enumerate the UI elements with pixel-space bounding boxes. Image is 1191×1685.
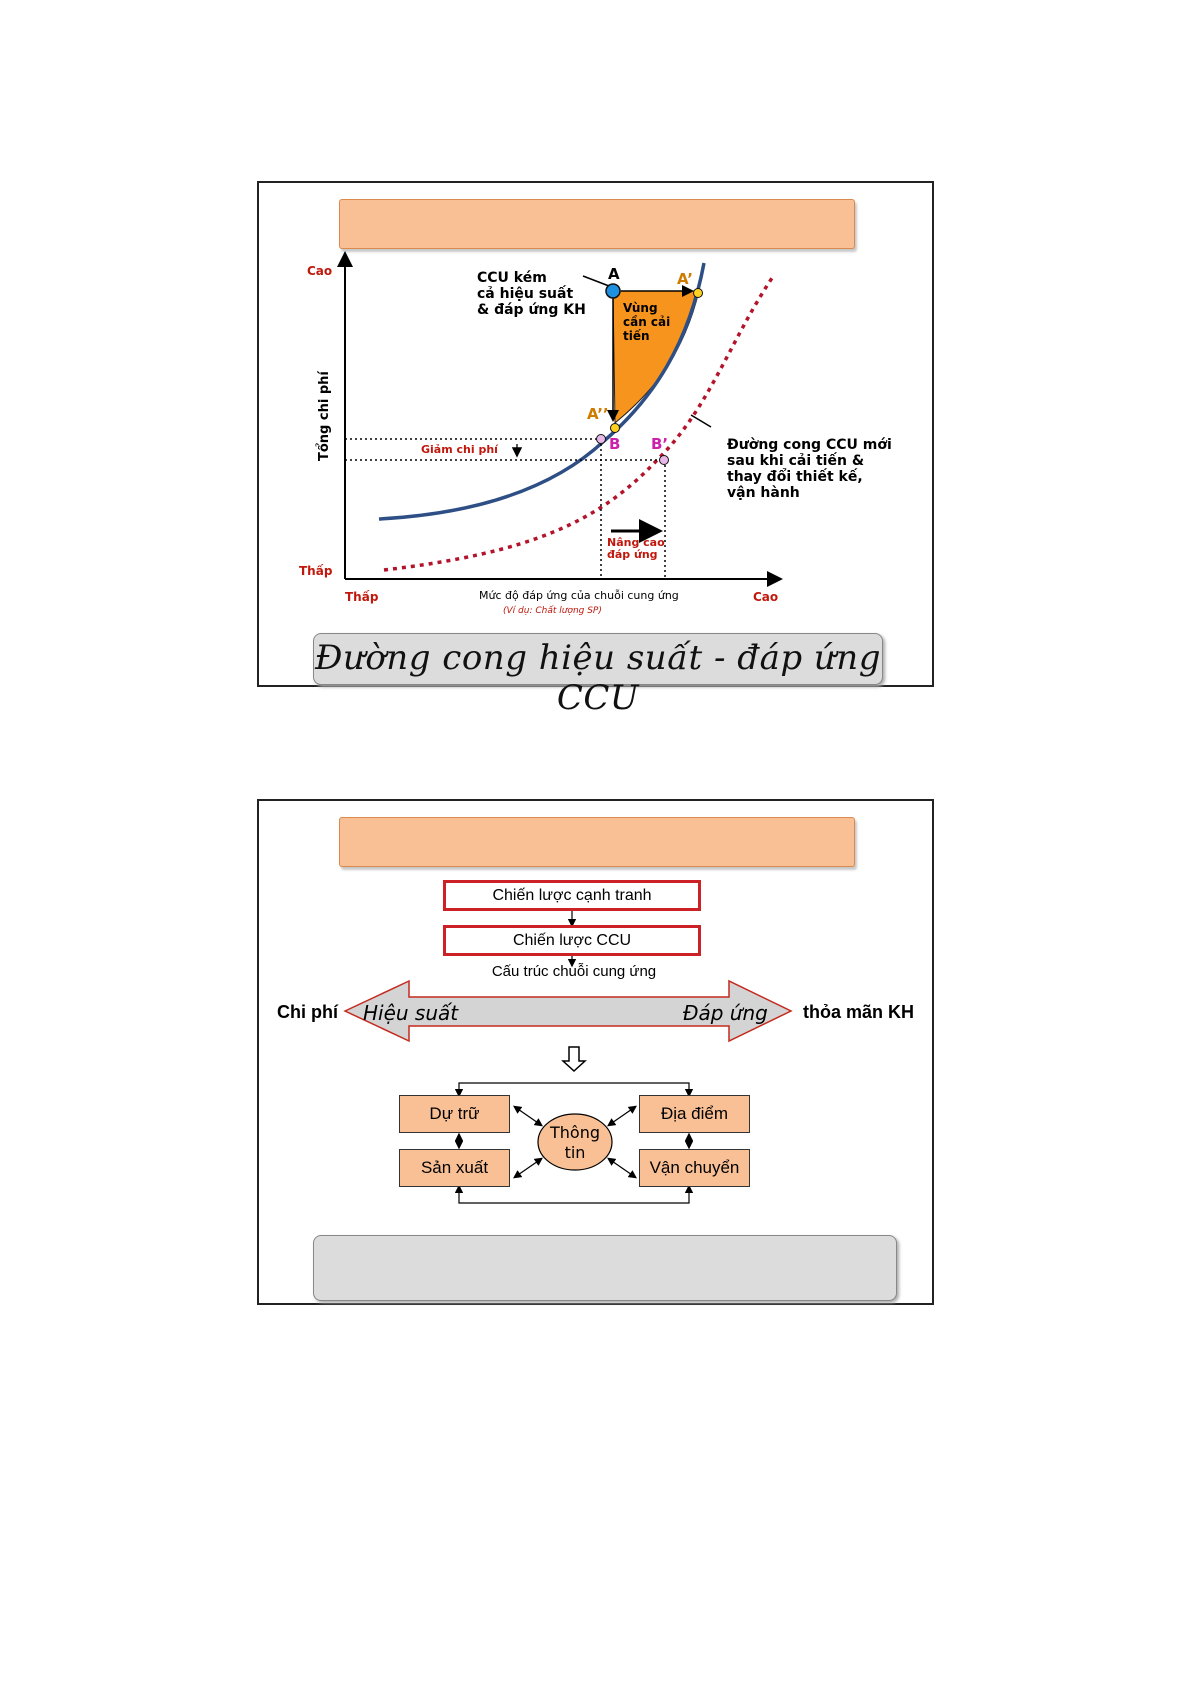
link-center-br <box>609 1159 635 1177</box>
y-tick-low: Thấp <box>299 564 333 578</box>
annotation-zone-2: cần cải <box>623 315 671 329</box>
hollow-down-arrow <box>563 1047 585 1071</box>
annotation-reduce-cost: Giảm chi phí <box>421 443 498 456</box>
label-b1: B’ <box>651 435 669 453</box>
annotation-new-curve-1: Đường cong CCU mới <box>727 437 892 453</box>
loop-top <box>459 1083 689 1095</box>
label-a: A <box>608 265 620 283</box>
point-a <box>606 284 620 298</box>
link-center-tr <box>609 1107 635 1125</box>
label-b: B <box>609 435 621 453</box>
information-label-1: Thông <box>550 1123 600 1142</box>
driver-facilities: Địa điểm <box>639 1095 750 1133</box>
link-center-tl <box>515 1107 541 1125</box>
annotation-new-curve-3: thay đổi thiết kế, <box>727 469 863 485</box>
point-b1 <box>660 456 669 465</box>
caption-bar <box>313 633 883 718</box>
y-axis-label: Tổng chi phí <box>317 371 332 461</box>
slide-efficiency-responsiveness-curve <box>257 181 934 718</box>
y-tick-high: Cao <box>307 264 333 278</box>
supply-chain-strategy-box: Chiến lược CCU <box>443 925 701 956</box>
annotation-poor-ccu-1: CCU kém <box>477 270 547 286</box>
customer-satisfaction-label: thỏa mãn KH <box>803 1002 915 1022</box>
label-a1: A’ <box>677 270 693 288</box>
structure-label: Cấu trúc chuỗi cung ứng <box>491 963 657 980</box>
annotation-raise-response-1: Nâng cao <box>607 536 665 549</box>
loop-bottom <box>459 1187 689 1203</box>
annotation-poor-ccu-2: cả hiệu suất <box>477 286 574 302</box>
point-a1 <box>694 289 703 298</box>
annotation-zone-3: tiến <box>623 329 650 343</box>
slide-caption: Đường cong hiệu suất - đáp ứng CCU <box>315 638 881 718</box>
information-label-2: tin <box>564 1143 586 1162</box>
pointer-poor-ccu <box>583 276 609 286</box>
x-tick-high: Cao <box>753 590 779 604</box>
driver-production: Sản xuất <box>399 1149 510 1187</box>
driver-inventory: Dự trữ <box>399 1095 510 1133</box>
arrow-efficiency-text: Hiệu suất <box>363 1001 459 1025</box>
new-curve-dotted <box>384 278 772 570</box>
point-a2 <box>611 424 620 433</box>
link-center-bl <box>515 1159 541 1177</box>
x-axis-note: (Ví dụ: Chất lượng SP) <box>503 606 602 616</box>
arrow-responsiveness-text: Đáp ứng <box>683 1001 768 1025</box>
caption-bar <box>313 1235 897 1301</box>
competitive-strategy-box: Chiến lược cạnh tranh <box>443 880 701 911</box>
annotation-new-curve-2: sau khi cải tiến & <box>727 453 865 469</box>
cost-label: Chi phí <box>277 1002 338 1022</box>
annotation-zone-1: Vùng <box>623 301 658 315</box>
annotation-raise-response-2: đáp ứng <box>607 548 658 561</box>
annotation-new-curve-4: vận hành <box>727 485 800 501</box>
driver-transportation: Vận chuyển <box>639 1149 750 1187</box>
x-tick-low: Thấp <box>345 590 379 604</box>
pointer-new-curve <box>691 415 711 427</box>
x-axis-label: Mức độ đáp ứng của chuỗi cung ứng <box>479 589 679 602</box>
annotation-poor-ccu-3: & đáp ứng KH <box>477 302 586 318</box>
label-a2: A’’ <box>587 405 609 423</box>
point-b <box>597 435 606 444</box>
slide-supply-chain-drivers <box>257 799 934 1305</box>
efficiency-response-chart <box>259 183 932 623</box>
